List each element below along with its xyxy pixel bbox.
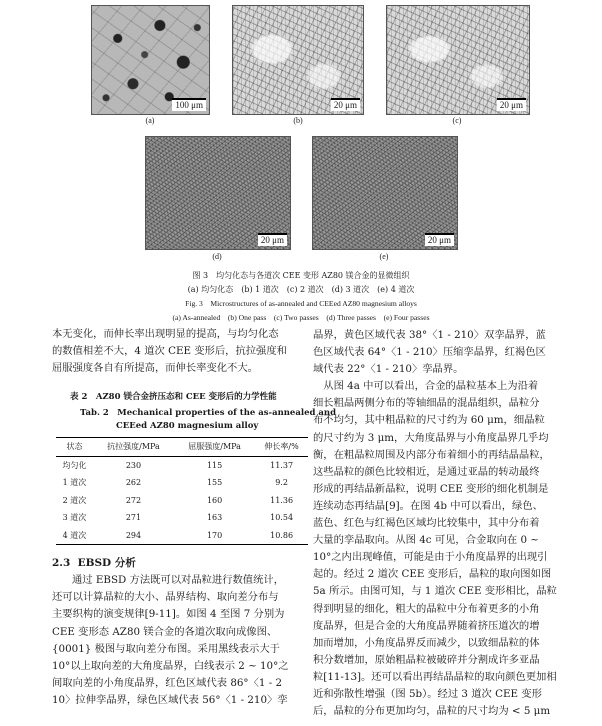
mechanical-properties-table bbox=[56, 437, 308, 545]
table-cell: 11.36 bbox=[270, 495, 294, 505]
text-line: 粒[11-13]。还可以看出再结晶晶粒的取向颜色更加相 bbox=[313, 670, 557, 683]
text-line: 通过 EBSD 方法既可以对晶粒进行数值统计， bbox=[72, 574, 284, 586]
text-line: 本无变化，而伸长率出现明显的提高，与均匀化态 bbox=[52, 328, 279, 340]
panel-label-d: (d) bbox=[212, 252, 222, 261]
figure-caption-en: Fig. 3 Microstructures of as-annealed and CEEed AZ80 magnesium alloys bbox=[185, 299, 417, 308]
table-row bbox=[56, 509, 308, 527]
section-title: EBSD 分析 bbox=[77, 557, 136, 569]
text-line: 10〉拉伸孪晶界，绿色区域代表 56°〈1 - 210〉孪 bbox=[52, 694, 288, 707]
panel-label-a: (a) bbox=[145, 116, 155, 125]
text-line: 大量的孪晶取向。从图 4c 可见，合金取向在 0 ~ bbox=[313, 534, 539, 547]
table-cell: 均匀化 bbox=[62, 460, 87, 470]
panel-label-b: (b) bbox=[293, 116, 303, 125]
table-cell: 160 bbox=[206, 495, 223, 505]
text-line: 衡，在粗晶粒周围及内部分布着细小的再结晶晶粒， bbox=[313, 448, 550, 461]
table-cell: 9.2 bbox=[275, 478, 288, 488]
table-header-cell: 状态 bbox=[56, 438, 93, 457]
table-cell: 3 道次 bbox=[62, 513, 87, 523]
text-line: 起的。经过 2 道次 CEE 变形后，晶粒的取向图如图 bbox=[313, 568, 552, 581]
table-cell: 163 bbox=[206, 513, 223, 523]
text-line: 度晶界，但是合金的大角度晶界随着挤压道次的增 bbox=[313, 619, 540, 632]
text-line: 域代表 22°〈1 - 210〉孪晶界。 bbox=[313, 363, 464, 376]
left-column-bottom-text bbox=[52, 572, 302, 710]
scale-bar-d: 20 μm bbox=[258, 233, 287, 246]
text-line: 5a 所示。由图可知，与 1 道次 CEE 变形相比，晶粒 bbox=[313, 585, 557, 598]
text-line: 连续动态再结晶[9]。在图 4b 中可以看出，绿色、 bbox=[313, 499, 543, 512]
right-column-text bbox=[313, 327, 565, 720]
micrograph-d bbox=[145, 136, 291, 250]
micrograph-c bbox=[386, 5, 530, 115]
table-cell: 4 道次 bbox=[56, 527, 93, 545]
scale-bar-c: 20 μm bbox=[497, 98, 526, 111]
text-line: 布不均匀，其中粗晶粒的尺寸约为 60 μm，细晶粒 bbox=[313, 414, 545, 427]
text-line: 后，晶粒的分布更加均匀，晶粒的尺寸均为 < 5 μm bbox=[313, 705, 551, 718]
figure-subcaption-en: (a) As-annealed (b) One pass (c) Two passes (d) Three passes (e) Four passes bbox=[172, 313, 430, 322]
table-title-en-2: CEEed AZ80 magnesium alloy bbox=[116, 421, 259, 431]
table-header-row bbox=[56, 438, 308, 457]
table-header-cell: 伸长率/% bbox=[255, 438, 308, 457]
table-title-en-1: Tab. 2 Mechanical properties of the as-annealed and bbox=[80, 408, 337, 418]
table-cell: 2 道次 bbox=[62, 495, 87, 505]
scale-bar-e: 20 μm bbox=[425, 233, 454, 246]
section-heading bbox=[52, 555, 136, 570]
text-line: 色区域代表 64°〈1 - 210〉压缩孪晶界，红褐色区 bbox=[313, 346, 546, 359]
text-line: 这些晶粒的颜色比较相近，是通过亚晶的转动最终 bbox=[313, 465, 540, 478]
scale-bar-b: 20 μm bbox=[331, 98, 360, 111]
table-cell: 11.37 bbox=[270, 460, 294, 470]
figure-caption-cn: 图 3 均匀化态与各道次 CEE 变形 AZ80 镁合金的显微组织 bbox=[192, 271, 410, 280]
micrograph-a bbox=[91, 5, 210, 115]
table-row bbox=[56, 456, 308, 474]
text-line: CEE 变形态 AZ80 镁合金的各道次取向成像图、 bbox=[52, 625, 278, 638]
text-line: 蓝色、红色与红褐色区域均比较集中，其中分布着 bbox=[313, 517, 540, 530]
text-line: 细长粗晶两侧分布的等轴细晶的混晶组织，晶粒分 bbox=[313, 397, 540, 410]
table-header-cell: 抗拉强度/MPa bbox=[93, 438, 174, 457]
section-number: 2.3 bbox=[52, 557, 71, 569]
text-line: 从图 4a 中可以看出，合金的晶粒基本上为沿着 bbox=[313, 380, 539, 393]
micrograph-e bbox=[312, 136, 458, 250]
table-header-cell: 屈服强度/MPa bbox=[174, 438, 255, 457]
text-line: 形成的再结晶新晶粒，说明 CEE 变形的细化机制是 bbox=[313, 482, 549, 495]
table-cell: 271 bbox=[125, 513, 142, 523]
text-line: 间取向差的小角度晶界，红色区域代表 86°〈1 - 2 bbox=[52, 677, 282, 690]
text-line: 的尺寸约为 3 μm，大角度晶界与小角度晶界几乎均 bbox=[313, 431, 549, 444]
text-line: {0001} 极图与取向差分布图。采用黑线表示大于 bbox=[52, 642, 280, 655]
table-cell: 1 道次 bbox=[62, 478, 87, 488]
table-cell: 230 bbox=[125, 460, 142, 470]
panel-label-c: (c) bbox=[452, 116, 462, 125]
table-cell: 155 bbox=[206, 478, 223, 488]
text-line: 10°之内出现峰值，可能是由于小角度晶界的出现引 bbox=[313, 551, 548, 564]
table-cell: 170 bbox=[174, 527, 255, 545]
figure-subcaption-cn: (a) 均匀化态 (b) 1 道次 (c) 2 道次 (d) 3 道次 (e) 4 道次 bbox=[187, 285, 415, 294]
table-cell: 10.86 bbox=[255, 527, 308, 545]
table-cell: 262 bbox=[125, 478, 142, 488]
text-line: 还可以计算晶粒的大小、晶界结构、取向差分布与 bbox=[52, 591, 279, 604]
scale-bar-a: 100 μm bbox=[172, 98, 206, 111]
text-line: 近和弥散性增强（图 5b）。经过 3 道次 CEE 变形 bbox=[313, 687, 542, 700]
panel-label-e: (e) bbox=[379, 252, 389, 261]
text-line: 积分数增加，原始粗晶粒被破碎并分割成许多亚晶 bbox=[313, 653, 540, 666]
text-line: 加而增加，小角度晶界反而减少，以致细晶粒的体 bbox=[313, 636, 540, 649]
table-row bbox=[56, 492, 308, 510]
left-column-top-text bbox=[52, 326, 302, 378]
text-line: 晶界，黄色区域代表 38°〈1 - 210〉双孪晶界，蓝 bbox=[313, 329, 546, 341]
table-row bbox=[56, 527, 308, 545]
text-line: 主要织构的演变规律[9-11]。如图 4 至图 7 分别为 bbox=[52, 608, 285, 621]
table-row bbox=[56, 474, 308, 492]
table-title-cn: 表 2 AZ80 镁合金挤压态和 CEE 变形后的力学性能 bbox=[70, 392, 277, 402]
text-line: 的数值相差不大，4 道次 CEE 变形后，抗拉强度和 bbox=[52, 345, 287, 358]
table-cell: 10.54 bbox=[270, 513, 294, 523]
text-line: 10°以上取向差的大角度晶界，白线表示 2 ~ 10°之 bbox=[52, 660, 289, 673]
table-cell: 115 bbox=[206, 460, 223, 470]
micrograph-b bbox=[232, 5, 364, 115]
text-line: 屈服强度各自有所提高，而伸长率变化不大。 bbox=[52, 362, 258, 375]
table-cell: 294 bbox=[93, 527, 174, 545]
table-cell: 272 bbox=[125, 495, 142, 505]
text-line: 得到明显的细化，粗大的晶粒中分布着更多的小角 bbox=[313, 602, 540, 615]
